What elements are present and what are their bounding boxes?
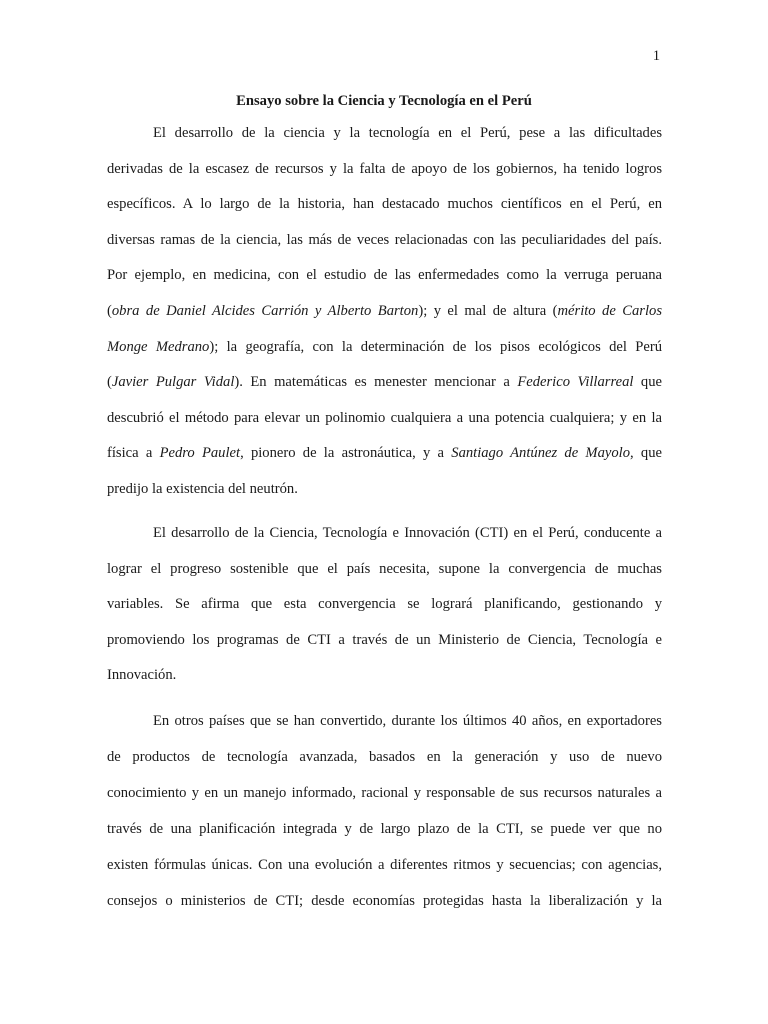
text-span: , que <box>630 445 662 462</box>
text-span: física a <box>107 445 160 462</box>
italic-text: Monge Medrano <box>107 338 210 355</box>
paragraph-line: diversas ramas de la ciencia, las más de veces relacionadas con las peculiaridades del país. <box>107 231 662 248</box>
paragraph-line: predijo la existencia del neutrón. <box>107 481 298 497</box>
paragraph-line: de productos de tecnología avanzada, basados en la generación y uso de nuevo <box>107 749 662 765</box>
paragraph-line: El desarrollo de la ciencia y la tecnología en el Perú, pese a las dificultades <box>153 125 662 141</box>
paragraph-line: lograr el progreso sostenible que el país necesita, supone la convergencia de muchas <box>107 560 662 577</box>
paragraph-line: través de una planificación integrada y de largo plazo de la CTI, se puede ver que no <box>107 821 662 837</box>
paragraph-line: El desarrollo de la Ciencia, Tecnología e Innovación (CTI) en el Perú, conducente a <box>153 525 662 541</box>
paragraph-line <box>107 373 662 391</box>
paragraph-line: promoviendo los programas de CTI a través de un Ministerio de Ciencia, Tecnología e <box>107 631 662 648</box>
italic-text: Pedro Paulet <box>159 445 241 462</box>
italic-text: Javier Pulgar Vidal <box>111 374 235 391</box>
text-span: ). En matemáticas es menester mencionar a <box>234 374 518 391</box>
paragraph-line: derivadas de la escasez de recursos y la falta de apoyo de los gobiernos, ha tenido logros <box>107 160 662 177</box>
paragraph-line: existen fórmulas únicas. Con una evolución a diferentes ritmos y secuencias; con agencias, <box>107 857 662 873</box>
paragraph-line: consejos o ministerios de CTI; desde economías protegidas hasta la liberalización y la <box>107 893 662 909</box>
text-span: ); y el mal de altura ( <box>418 303 558 319</box>
paragraph-line <box>107 338 662 356</box>
paragraph-line <box>107 444 662 462</box>
paragraph-line: Innovación. <box>107 667 177 683</box>
italic-text: Santiago Antúnez de Mayolo <box>451 445 631 462</box>
text-span: ); la geografía, con la determinación de los pisos ecológicos del Perú <box>209 338 662 355</box>
paragraph-line <box>107 302 662 320</box>
paragraph-line: Por ejemplo, en medicina, con el estudio de las enfermedades como la verruga peruana <box>107 267 662 284</box>
paragraph-line: variables. Se afirma que esta convergencia se logrará planificando, gestionando y <box>107 596 662 612</box>
paragraph-line: conocimiento y en un manejo informado, racional y responsable de sus recursos naturales a <box>107 785 662 801</box>
page-number: 1 <box>652 48 660 64</box>
italic-text: obra de Daniel Alcides Carrión y Alberto Barton <box>111 303 419 319</box>
paragraph-line: descubrió el método para elevar un polinomio cualquiera a una potencia cualquiera; y en la <box>107 409 662 426</box>
text-span: ( <box>107 303 112 319</box>
text-span: que <box>633 374 662 391</box>
essay-title: Ensayo sobre la Ciencia y Tecnología en el Perú <box>236 93 532 109</box>
italic-text: mérito de Carlos <box>557 303 663 319</box>
text-span: , pionero de la astronáutica, y a <box>240 445 452 462</box>
italic-text: Federico Villarreal <box>517 374 634 391</box>
paragraph-line: En otros países que se han convertido, durante los últimos 40 años, en exportadores <box>153 713 662 729</box>
text-span: ( <box>107 374 112 391</box>
paragraph-line: específicos. A lo largo de la historia, han destacado muchos científicos en el Perú, en <box>107 196 662 213</box>
